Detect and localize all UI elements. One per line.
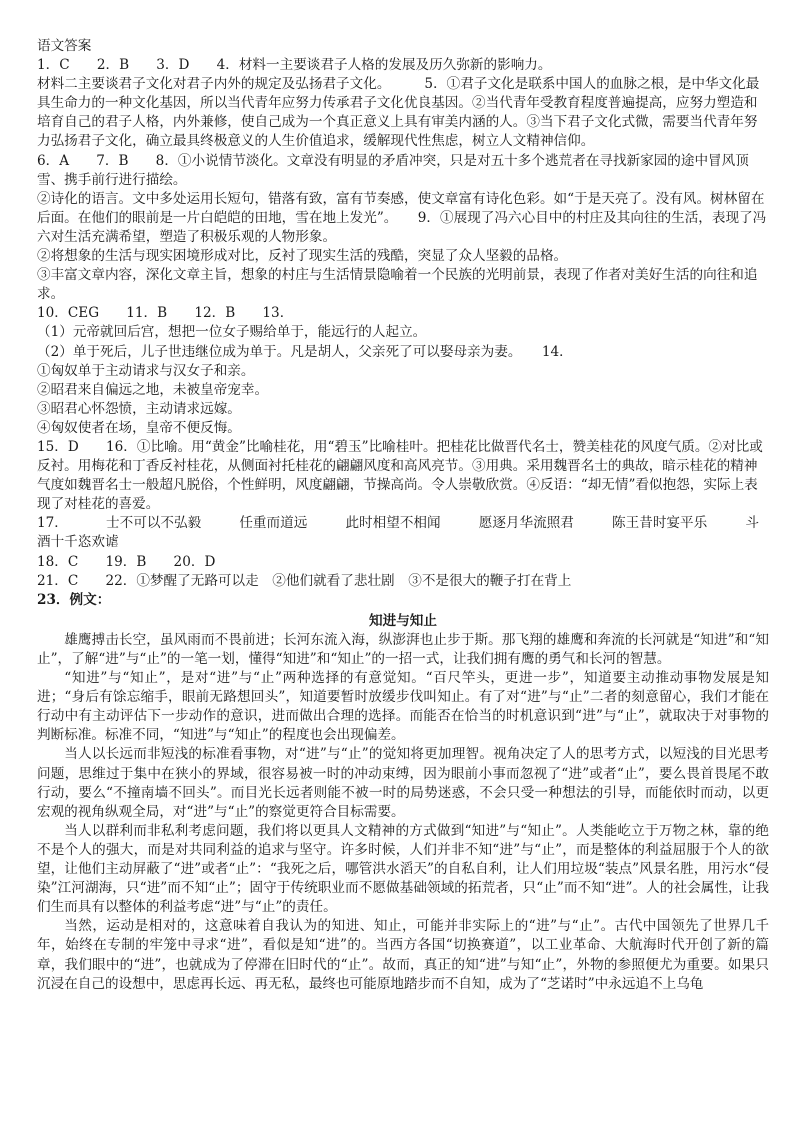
q17-number: 17． (37, 515, 68, 532)
essay-paragraph: 当然，运动是相对的，这意味着自我认为的知进、知止，可能并非实际上的“进”与“止”。古代中国领先了世界几千年，始终在专制的牢笼中寻求“进”，看似是知“进”的。当西方各国“切换赛道”，以工业革命、大航海时代开创了新的篇章，我们眼中的“进”，也就成为了停滞在旧时代的“止”。故而，真正的知“进”与知“止”，外物的参照便尤为重要。如果只沉浸在自己的设想中，思虑再长远、再无私，最终也可能原地踏步而不自知，成为了“芝诺时”中永远追不上乌龟 (37, 918, 769, 992)
answer-line: ③丰富文章内容，深化文章主旨，想象的村庄与生活情景隐喻着一个民族的光明前景，表现了作者对美好生活的向往和追求。 (37, 267, 758, 303)
answer-line: ③昭君心怀怨愤，主动请求远嫁。 (37, 400, 241, 417)
answer-line: 10．CEG 11．B 12．B 13． (37, 305, 294, 322)
q17-tail: 酒十千恣欢谑 (37, 534, 119, 551)
essay-title: 知进与知止 (369, 612, 437, 629)
answer-line: 18．C 19．B 20．D (37, 553, 216, 570)
q17-item: 士不可以不弘毅 (106, 515, 202, 532)
answer-line: 21．C 22．①梦醒了无路可以走 ②他们就看了悲壮剧 ③不是很大的鞭子打在背上 (37, 572, 572, 589)
answer-line: ④匈奴使者在场，皇帝不便反悔。 (37, 419, 241, 436)
q17-item: 斗 (745, 515, 759, 532)
answer-line: 6．A 7．B 8．①小说情节淡化。文章没有明显的矛盾冲突，只是对五十多个逃荒者在寻找新家园的途中冒风顶雪、携手前行进行描绘。 (37, 152, 749, 188)
essay-paragraph: “知进”与“知止”，是对“进”与“止”两种选择的有意觉知。“百尺竿头，更进一步”，知道要主动推动事物发展是知进；“身后有馀忘缩手，眼前无路想回头”，知道要暂时放缓步伐叫知止。有了对“进”与“止”二者的刻意留心，我们才能在行动中有主动评估下一步动作的意识，进而做出合理的选择。而能否在恰当的时机意识到“进”与“止”，就取决于对事物的判断标准。标准不同，“知进”与“知止”的程度也会出现偏差。 (37, 670, 769, 744)
answer-line: 15．D 16．①比喻。用“黄金”比喻桂花，用“碧玉”比喻桂叶。把桂花比做晋代名士，赞美桂花的风度气质。②对比或反衬。用梅花和丁香反衬桂花，从侧面衬托桂花的翩翩风度和高风亮节。③用典。采用魏晋名士的典故，暗示桂花的精神气度如魏晋名士一般超凡脱俗，个性鲜明，风度翩翩，节操高尚。令人崇敬欣赏。④反语：“却无情”看似抱怨，实际上表现了对桂花的喜爱。 (37, 438, 763, 513)
q17-item: 任重而道远 (239, 515, 308, 532)
essay-paragraph: 当人以长远而非短浅的标准看事物，对“进”与“止”的觉知将更加理智。视角决定了人的思考方式，以短浅的目光思考问题，思维过于集中在狭小的界域，很容易被一时的冲动束缚，因为眼前小事而忽视了“进”或者“止”，要么畏首畏尾不敢行动，要么“不撞南墙不回头”。而目光长远者则能不被一时的局势迷惑，不会只受一种想法的引导，而能依时而动，以更宏观的视角纵观全局，对“进”与“止”的察觉更符合目标需要。 (37, 746, 769, 820)
q17-item: 愿逐月华流照君 (478, 515, 574, 532)
essay-paragraph: 雄鹰搏击长空，虽风雨而不畏前进；长河东流入海，纵澎湃也止步于斯。那飞翔的雄鹰和奔流的长河就是“知进”和“知止”，了解“进”与“止”的一笔一划，懂得“知进”和“知止”的一招一式，让我们拥有鹰的勇气和长河的智慧。 (37, 631, 769, 667)
essay-label: 23．例文： (37, 591, 111, 608)
q17-row (37, 514, 769, 533)
answer-line: ②昭君来自偏远之地，未被皇帝宠幸。 (37, 381, 269, 398)
answer-line: ②将想象的生活与现实困境形成对比，反衬了现实生活的残酷，突显了众人坚毅的品格。 (37, 248, 568, 265)
answer-line: （1）元帝就回后宫，想把一位女子赐给单于，能远行的人起立。 (37, 324, 427, 341)
answer-line: 1．C 2．B 3．D 4．材料一主要谈君子人格的发展及历久弥新的影响力。 (37, 57, 552, 74)
answer-line: （2）单于死后，儿子世违继位成为单于。凡是胡人，父亲死了可以娶母亲为妻。 14． (37, 343, 573, 360)
essay-paragraph: 当人以群利而非私利考虑问题，我们将以更具人文精神的方式做到“知进”与“知止”。人类能屹立于万物之林，靠的绝不是个人的强大，而是对共同利益的追求与坚守。许多时候，人们并非不知“进”与“止”，而是整体的利益屈服于个人的欲望，让他们主动屏蔽了“进”或者“止”：“我死之后，哪管洪水滔天”的自私自利，让人们用垃圾“装点”风景名胜，用污水“侵染”江河湖海，只“进”而不知“止”；固守于传统职业而不愿做基础领域的拓荒者，只“止”而不知“进”。人的社会属性，让我们生而具有以整体的利益考虑“进”与“止”的责任。 (37, 822, 769, 916)
answer-line: 材料二主要谈君子文化对君子内外的规定及弘扬君子文化。 5．①君子文化是联系中国人的血脉之根，是中华文化最具生命力的一种文化基因，所以当代青年应努力传承君子文化优良基因。②当代青年受教育程度普遍提高，应努力塑造和培育自己的君子人格，内外兼修，使自己成为一个真正意义上具有审美内涵的人。③当下君子文化式微，需要当代青年努力弘扬君子文化，确立最具终极意义的人生价值追求，缓解现代性焦虑，树立人文精神信仰。 (37, 76, 760, 150)
q17-item: 此时相望不相闻 (345, 515, 441, 532)
answer-sheet (37, 37, 769, 994)
page-title: 语文答案 (37, 38, 92, 54)
q17-item: 陈王昔时宴平乐 (612, 515, 708, 532)
answer-line: ①匈奴单于主动请求与汉女子和亲。 (37, 362, 255, 379)
answer-line: ②诗化的语言。文中多处运用长短句，错落有致，富有节奏感，使文章富有诗化色彩。如“于是天亮了。没有风。树林留在后面。在他们的眼前是一片白皑皑的田地，雪在地上发光”。 9．①展现了冯六心目中的村庄及其向往的生活，表现了冯六对生活充满希望，塑造了积极乐观的人物形象。 (37, 190, 767, 245)
